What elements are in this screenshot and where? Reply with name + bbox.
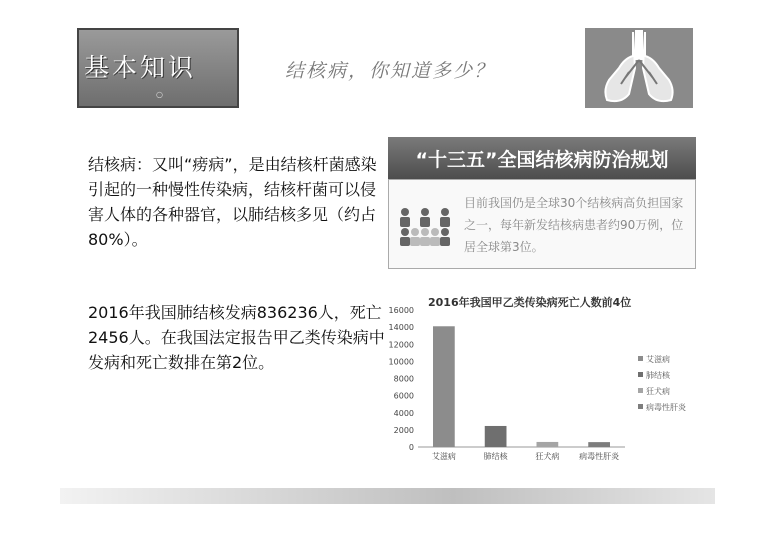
- y-tick-label: 12000: [388, 340, 414, 350]
- bar-chart: [380, 290, 710, 470]
- legend-swatch: [638, 356, 643, 361]
- definition-paragraph: 结核病：又叫“痨病”，是由结核杆菌感染引起的一种慢性传染病，结核杆菌可以侵害人体的各种器官，以肺结核多见（约占80%）。: [88, 155, 377, 249]
- badge-dot: ○: [156, 90, 163, 99]
- y-tick-label: 8000: [393, 374, 414, 384]
- people-group-icon: [396, 206, 454, 250]
- y-tick-label: 14000: [388, 323, 414, 333]
- y-tick-label: 2000: [393, 425, 414, 435]
- legend-swatch: [638, 404, 643, 409]
- legend-entry: 狂犬病: [646, 387, 670, 396]
- scan-shadow: [60, 488, 715, 504]
- y-tick-label: 10000: [388, 357, 414, 367]
- plan-banner: “十三五”全国结核病防治规划: [388, 137, 696, 179]
- y-tick-label: 16000: [388, 306, 414, 315]
- bar: [588, 442, 610, 447]
- bar: [537, 442, 559, 447]
- legend-swatch: [638, 388, 643, 393]
- legend-entry: 艾滋病: [646, 355, 670, 364]
- legend-entry: 肺结核: [646, 371, 670, 380]
- section-badge-label: 基本知识: [84, 53, 197, 82]
- stats-paragraph: 2016年我国肺结核发病836236人，死亡2456人。在我国法定报告甲乙类传染病中发病和死亡数排在第2位。: [88, 303, 385, 372]
- legend-entry: 病毒性肝炎: [646, 403, 686, 412]
- plan-text: 目前我国仍是全球30个结核病高负担国家之一，每年新发结核病患者约90万例，位居全球第3位。: [464, 196, 684, 254]
- legend-swatch: [638, 372, 643, 377]
- y-tick-label: 0: [408, 443, 414, 452]
- chart-title: 2016年我国甲乙类传染病死亡人数前4位: [428, 296, 632, 309]
- page-subtitle: 结核病，你知道多少？: [285, 60, 496, 82]
- x-tick-label: 病毒性肝炎: [579, 452, 620, 461]
- x-tick-label: 狂犬病: [535, 452, 560, 461]
- bar: [433, 326, 455, 447]
- y-tick-label: 4000: [393, 408, 414, 418]
- bar: [485, 426, 507, 447]
- x-tick-label: 艾滋病: [431, 452, 456, 461]
- x-tick-label: 肺结核: [483, 452, 508, 461]
- y-tick-label: 6000: [393, 391, 414, 401]
- lungs-icon: [585, 28, 693, 108]
